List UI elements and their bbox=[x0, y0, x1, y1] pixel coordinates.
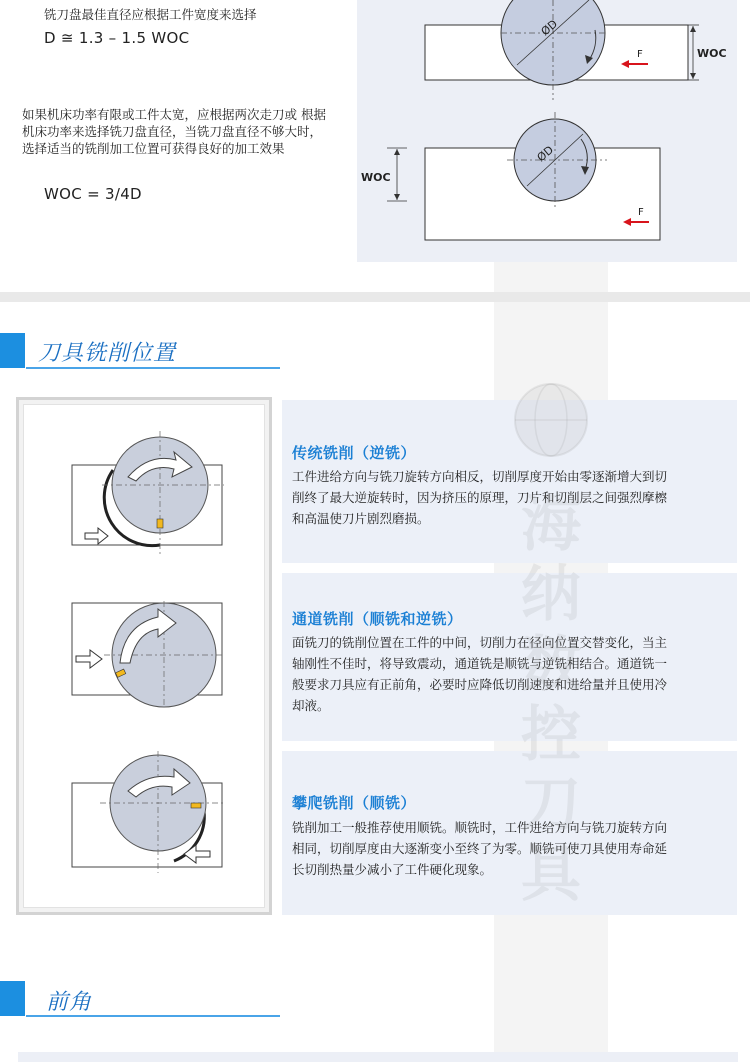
section-divider bbox=[0, 292, 750, 302]
card-title: 攀爬铣削（顺铣） bbox=[292, 794, 417, 812]
watermark-char: 纳 bbox=[521, 560, 581, 630]
milling-diagrams bbox=[24, 405, 270, 913]
watermark-text bbox=[494, 490, 608, 910]
globe-logo-icon bbox=[494, 380, 608, 460]
card-body-line: 般要求刀具应有正前角，必要时应降低切削速度和进给量并且使用冷 bbox=[292, 677, 668, 692]
feed-label: F bbox=[638, 207, 644, 218]
woc-label: WOC bbox=[697, 47, 727, 60]
power-note-line: 机床功率来选择铣刀盘直径，当铣刀盘直径不够大时， bbox=[22, 124, 323, 139]
card-body-line: 工件进给方向与铣刀旋转方向相反，切削厚度开始由零逐渐增大到切 bbox=[292, 469, 668, 484]
woc-formula: WOC = 3/4D bbox=[44, 185, 142, 203]
watermark-char: 具 bbox=[521, 840, 581, 910]
diameter-label: ØD bbox=[538, 17, 561, 39]
card-body-line: 面铣刀的铣削位置在工件的中间，切削力在径向位置交替变化，当主 bbox=[292, 635, 668, 650]
woc-diagrams bbox=[357, 0, 737, 262]
through-milling-diagram bbox=[72, 601, 224, 707]
card-title: 传统铣削（逆铣） bbox=[292, 444, 417, 462]
watermark-char: 控 bbox=[521, 700, 581, 770]
section-underline bbox=[26, 367, 280, 369]
card-body-line: 和高温使刀片剧烈磨损。 bbox=[292, 511, 430, 526]
power-note-line: 如果机床功率有限或工件太宽，应根据两次走刀或 根据 bbox=[22, 107, 326, 122]
feed-label: F bbox=[637, 49, 643, 60]
card-title: 通道铣削（顺铣和逆铣） bbox=[292, 610, 463, 628]
cutter-selection-note: 铣刀盘最佳直径应根据工件宽度来选择 bbox=[44, 7, 257, 22]
woc-diagram-panel bbox=[357, 0, 737, 262]
power-note-line: 选择适当的铣削加工位置可获得良好的加工效果 bbox=[22, 141, 285, 156]
section-underline bbox=[26, 1015, 280, 1017]
card-body-line: 削终了最大逆旋转时，因为挤压的原理，刀片和切削层之间强烈摩檫 bbox=[292, 490, 668, 505]
conventional-milling-diagram bbox=[72, 431, 224, 555]
watermark-logo bbox=[494, 380, 608, 464]
milling-position-illustrations bbox=[16, 397, 272, 915]
section-marker bbox=[0, 981, 25, 1016]
next-section-panel bbox=[18, 1052, 738, 1062]
section-title-rake-angle: 前角 bbox=[46, 990, 93, 1015]
woc-label: WOC bbox=[361, 171, 391, 184]
power-note bbox=[22, 106, 326, 157]
diameter-label: ØD bbox=[534, 143, 557, 165]
section-title-milling-position: 刀具铣削位置 bbox=[38, 341, 177, 366]
card-body-line: 相同，切削厚度由大逐渐变小至终了为零。顺铣可使刀具使用寿命延 bbox=[292, 841, 668, 856]
card-body-line: 轴刚性不佳时，将导致震动，通道铣是顺铣与逆铣相结合。通道铣一 bbox=[292, 656, 668, 671]
climb-milling-diagram bbox=[72, 751, 224, 873]
watermark-char: 数 bbox=[521, 630, 581, 700]
diameter-formula: D ≅ 1.3 – 1.5 WOC bbox=[44, 29, 190, 47]
section-marker bbox=[0, 333, 25, 368]
card-body-line: 却液。 bbox=[292, 698, 330, 713]
card-body-line: 铣削加工一般推荐使用顺铣。顺铣时，工件进给方向与铣刀旋转方向 bbox=[292, 820, 668, 835]
watermark-char: 刀 bbox=[521, 770, 581, 840]
watermark-char: 海 bbox=[521, 490, 581, 560]
card-body-line: 长切削热量少减小了工件硬化现象。 bbox=[292, 862, 493, 877]
